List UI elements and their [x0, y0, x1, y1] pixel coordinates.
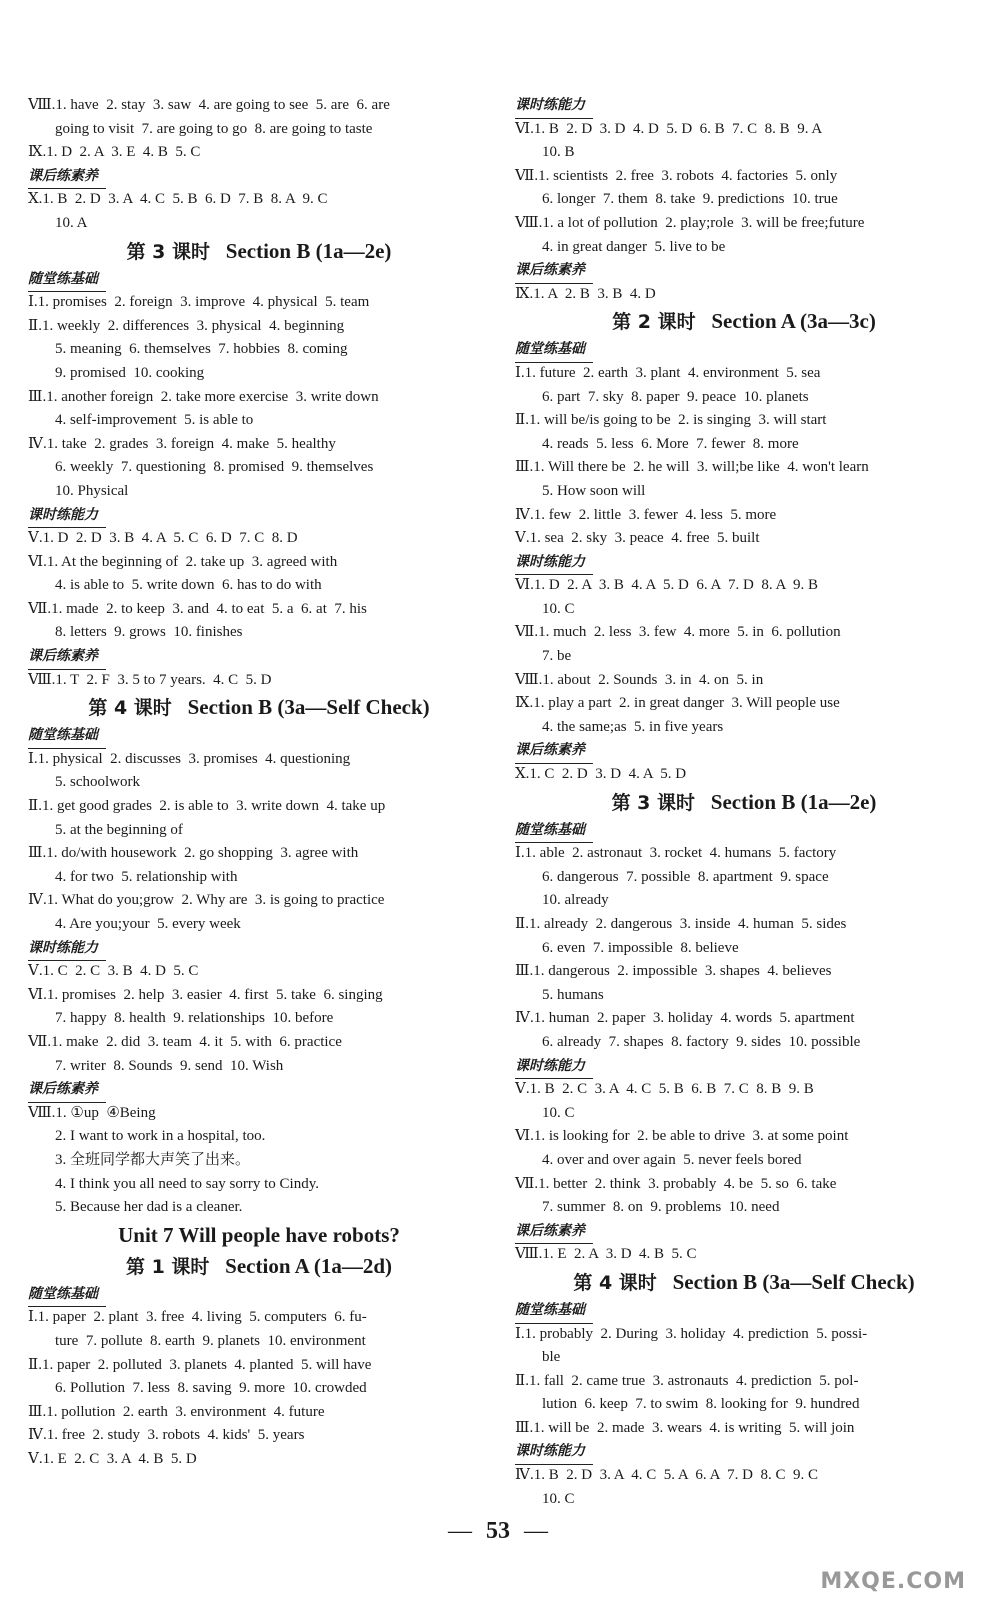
subsection-label: 课时练能力 [515, 1055, 593, 1080]
left-answer-line: 2. I want to work in a hospital, too. [55, 1128, 266, 1145]
right-answer-line: Ⅶ.1. scientists 2. free 3. robots 4. factories 5. only [515, 167, 838, 184]
left-answer-line: Ⅵ.1. At the beginning of 2. take up 3. agreed with [28, 553, 338, 570]
left-answer-line: 5. meaning 6. themselves 7. hobbies 8. coming [55, 341, 348, 358]
left-answer-line: Ⅸ.1. D 2. A 3. E 4. B 5. C [28, 144, 201, 161]
left-answer-line: Ⅲ.1. pollution 2. earth 3. environment 4. future [28, 1403, 325, 1420]
right-subsection-heading [515, 94, 973, 118]
subsection-label: 随堂练基础 [28, 268, 106, 293]
right-subsection-heading [515, 819, 973, 843]
lesson-number: 第 2 课时 [612, 311, 696, 334]
left-answer-line: going to visit 7. are going to go 8. are going to taste [55, 120, 373, 137]
right-answer-line: 5. humans [542, 986, 604, 1003]
left-subsection-heading [28, 1283, 490, 1307]
right-answer-line: Ⅶ.1. much 2. less 3. few 4. more 5. in 6. pollution [515, 624, 841, 641]
left-answer-line: 4. Are you;your 5. every week [55, 916, 241, 932]
lesson-number: 第 3 课时 [126, 240, 211, 263]
left-answer-line: Ⅴ.1. D 2. D 3. B 4. A 5. C 6. D 7. C 8. D [28, 530, 298, 547]
left-subsection-heading [28, 937, 490, 961]
right-answer-line: ble [542, 1349, 561, 1366]
right-subsection-heading [515, 259, 973, 283]
left-answer-line: 6. weekly 7. questioning 8. promised 9. themselves [55, 459, 374, 476]
left-answer-line: Ⅱ.1. get good grades 2. is able to 3. write down 4. take up [28, 798, 386, 815]
right-answer-line: Ⅰ.1. able 2. astronaut 3. rocket 4. humans 5. factory [515, 845, 837, 862]
right-column [515, 94, 973, 1511]
right-answer-line: 10. C [542, 1104, 575, 1121]
subsection-label: 随堂练基础 [515, 338, 593, 363]
left-answer-line: 5. schoolwork [55, 774, 140, 791]
lesson-section: Section B (1a—2e) [710, 789, 877, 814]
left-answer-line: Ⅴ.1. E 2. C 3. A 4. B 5. D [28, 1450, 197, 1467]
subsection-label: 随堂练基础 [28, 1283, 106, 1308]
right-answer-line: Ⅳ.1. human 2. paper 3. holiday 4. words 5. apartment [515, 1010, 855, 1027]
lesson-number: 第 4 课时 [573, 1271, 657, 1294]
right-subsection-heading [515, 1055, 973, 1079]
page-number: — 53 — [0, 1518, 996, 1545]
right-answer-line: Ⅷ.1. a lot of pollution 2. play;role 3. will be free;future [515, 214, 865, 231]
subsection-label: 课后练素养 [515, 1220, 593, 1245]
left-answer-line: Ⅲ.1. do/with housework 2. go shopping 3. agree with [28, 845, 359, 862]
left-answer-line: 6. Pollution 7. less 8. saving 9. more 10. crowded [55, 1380, 367, 1397]
right-answer-line: Ⅸ.1. play a part 2. in great danger 3. Will people use [515, 695, 840, 712]
left-answer-line: Ⅰ.1. paper 2. plant 3. free 4. living 5. computers 6. fu- [28, 1309, 367, 1326]
subsection-label: 课时练能力 [515, 94, 593, 119]
subsection-label: 课后练素养 [515, 259, 593, 284]
left-answer-line: 8. letters 9. grows 10. finishes [55, 624, 243, 641]
right-answer-line: 7. be [542, 648, 572, 665]
left-answer-line: Ⅶ.1. make 2. did 3. team 4. it 5. with 6. practice [28, 1033, 342, 1050]
lesson-section: Section A (3a—3c) [711, 309, 876, 334]
right-answer-line: Ⅵ.1. is looking for 2. be able to drive 3. at some point [515, 1128, 849, 1145]
right-answer-line: 6. part 7. sky 8. paper 9. peace 10. planets [542, 388, 809, 405]
lesson-section: Unit 7 Will people have robots? [118, 1222, 400, 1247]
left-answer-line: ture 7. pollute 8. earth 9. planets 10. environment [55, 1332, 366, 1349]
right-answer-line: Ⅰ.1. probably 2. During 3. holiday 4. prediction 5. possi- [515, 1325, 868, 1342]
right-answer-line: 10. C [542, 600, 575, 617]
left-answer-line: 5. Because her dad is a cleaner. [55, 1199, 243, 1216]
right-answer-line: 4. over and over again 5. never feels bored [542, 1151, 802, 1168]
right-answer-line: Ⅹ.1. C 2. D 3. D 4. A 5. D [515, 766, 687, 783]
right-lesson-heading [515, 787, 973, 819]
right-answer-line: 4. in great danger 5. live to be [542, 238, 726, 255]
right-answer-line: Ⅵ.1. D 2. A 3. B 4. A 5. D 6. A 7. D 8. A 9. B [515, 577, 819, 594]
right-answer-line: Ⅸ.1. A 2. B 3. B 4. D [515, 285, 656, 302]
left-answer-line: Ⅰ.1. physical 2. discusses 3. promises 4. questioning [28, 750, 351, 767]
left-answer-line: 5. at the beginning of [55, 821, 183, 838]
right-answer-line: 6. already 7. shapes 8. factory 9. sides 10. possible [542, 1033, 861, 1050]
left-answer-line: 4. I think you all need to say sorry to Cindy. [55, 1175, 319, 1192]
left-answer-line: Ⅷ.1. ①up ④Being [28, 1104, 156, 1121]
watermark: MXQE.COM [820, 1569, 966, 1594]
right-answer-line: Ⅳ.1. B 2. D 3. A 4. C 5. A 6. A 7. D 8. C 9. C [515, 1467, 818, 1484]
left-answer-line: Ⅳ.1. free 2. study 3. robots 4. kids' 5. years [28, 1427, 305, 1444]
left-subsection-heading [28, 724, 490, 748]
right-subsection-heading [515, 1440, 973, 1464]
lesson-section: Section B (3a—Self Check) [187, 695, 430, 720]
right-answer-line: Ⅴ.1. sea 2. sky 3. peace 4. free 5. built [515, 530, 760, 547]
left-answer-line: 10. Physical [55, 482, 129, 499]
left-answer-line: 10. A [55, 214, 88, 231]
right-answer-line: Ⅰ.1. future 2. earth 3. plant 4. environment 5. sea [515, 364, 821, 381]
left-lesson-heading [28, 692, 490, 724]
subsection-label: 课时练能力 [28, 504, 106, 529]
right-answer-line: Ⅴ.1. B 2. C 3. A 4. C 5. B 6. B 7. C 8. B 9. B [515, 1081, 814, 1098]
left-lesson-heading [28, 1251, 490, 1283]
right-answer-line: 7. summer 8. on 9. problems 10. need [542, 1199, 780, 1216]
subsection-label: 随堂练基础 [515, 1299, 593, 1324]
right-answer-line: Ⅱ.1. will be/is going to be 2. is singing 3. will start [515, 412, 827, 429]
left-answer-line: Ⅳ.1. What do you;grow 2. Why are 3. is going to practice [28, 892, 385, 909]
left-answer-line: Ⅲ.1. another foreign 2. take more exercise 3. write down [28, 388, 379, 405]
left-subsection-heading [28, 645, 490, 669]
left-answer-line: Ⅶ.1. made 2. to keep 3. and 4. to eat 5. a 6. at 7. his [28, 600, 367, 617]
right-answer-line: 10. B [542, 144, 575, 161]
left-answer-line: 4. self-improvement 5. is able to [55, 412, 254, 429]
right-answer-line: 6. longer 7. them 8. take 9. predictions 10. true [542, 191, 838, 208]
right-subsection-heading [515, 551, 973, 575]
left-answer-line: 3. 全班同学都大声笑了出来。 [55, 1151, 251, 1168]
right-subsection-heading [515, 338, 973, 362]
left-answer-line: 7. happy 8. health 9. relationships 10. before [55, 1010, 334, 1027]
subsection-label: 随堂练基础 [515, 819, 593, 844]
lesson-number: 第 3 课时 [611, 791, 696, 814]
right-answer-line: Ⅲ.1. dangerous 2. impossible 3. shapes 4. believes [515, 963, 832, 980]
subsection-label: 课后练素养 [28, 1078, 106, 1103]
right-answer-line: Ⅱ.1. fall 2. came true 3. astronauts 4. prediction 5. pol- [515, 1372, 859, 1389]
left-answer-line: 4. is able to 5. write down 6. has to do with [55, 577, 322, 594]
left-lesson-heading [28, 1220, 490, 1251]
right-answer-line: 5. How soon will [542, 482, 646, 499]
lesson-number: 第 1 课时 [125, 1255, 210, 1278]
subsection-label: 课后练素养 [28, 165, 106, 190]
right-subsection-heading [515, 1220, 973, 1244]
right-subsection-heading [515, 1299, 973, 1323]
subsection-label: 课后练素养 [515, 739, 593, 764]
right-answer-line: 4. reads 5. less 6. More 7. fewer 8. more [542, 435, 799, 452]
left-answer-line: Ⅳ.1. take 2. grades 3. foreign 4. make 5. healthy [28, 435, 336, 452]
right-answer-line: Ⅷ.1. E 2. A 3. D 4. B 5. C [515, 1246, 697, 1263]
left-answer-line: Ⅰ.1. promises 2. foreign 3. improve 4. physical 5. team [28, 294, 370, 311]
subsection-label: 随堂练基础 [28, 724, 106, 749]
right-answer-line: Ⅲ.1. Will there be 2. he will 3. will;be like 4. won't learn [515, 459, 869, 476]
subsection-label: 课时练能力 [28, 937, 106, 962]
right-answer-line: Ⅷ.1. about 2. Sounds 3. in 4. on 5. in [515, 671, 764, 688]
right-lesson-heading [515, 1267, 973, 1299]
right-answer-line: 4. the same;as 5. in five years [542, 718, 724, 735]
right-answer-line: lution 6. keep 7. to swim 8. looking for 9. hundred [542, 1396, 860, 1413]
subsection-label: 课时练能力 [515, 551, 593, 576]
left-answer-line: 4. for two 5. relationship with [55, 868, 238, 885]
right-answer-line: Ⅶ.1. better 2. think 3. probably 4. be 5. so 6. take [515, 1175, 837, 1192]
left-answer-line: 7. writer 8. Sounds 9. send 10. Wish [55, 1057, 284, 1074]
right-answer-line: Ⅱ.1. already 2. dangerous 3. inside 4. human 5. sides [515, 916, 847, 932]
left-answer-line: Ⅱ.1. weekly 2. differences 3. physical 4. beginning [28, 317, 345, 334]
left-answer-line: 9. promised 10. cooking [55, 364, 205, 381]
subsection-label: 课后练素养 [28, 645, 106, 670]
left-subsection-heading [28, 165, 490, 189]
left-lesson-heading [28, 236, 490, 268]
right-answer-line: 10. already [542, 892, 609, 909]
left-subsection-heading [28, 1078, 490, 1102]
left-answer-line: Ⅷ.1. have 2. stay 3. saw 4. are going to see 5. are 6. are [28, 97, 390, 113]
right-answer-line: 6. even 7. impossible 8. believe [542, 939, 739, 956]
subsection-label: 课时练能力 [515, 1440, 593, 1465]
lesson-section: Section A (1a—2d) [225, 1253, 393, 1278]
right-subsection-heading [515, 739, 973, 763]
left-answer-line: Ⅵ.1. promises 2. help 3. easier 4. first 5. take 6. singing [28, 986, 383, 1003]
left-answer-line: Ⅱ.1. paper 2. polluted 3. planets 4. planted 5. will have [28, 1356, 372, 1373]
right-answer-line: Ⅵ.1. B 2. D 3. D 4. D 5. D 6. B 7. C 8. B 9. A [515, 120, 823, 137]
left-column [28, 94, 490, 1471]
lesson-section: Section B (3a—Self Check) [672, 1269, 915, 1294]
right-answer-line: 6. dangerous 7. possible 8. apartment 9. space [542, 868, 829, 885]
left-subsection-heading [28, 504, 490, 528]
right-answer-line: Ⅲ.1. will be 2. made 3. wears 4. is writing 5. will join [515, 1419, 855, 1436]
left-answer-line: Ⅴ.1. C 2. C 3. B 4. D 5. C [28, 963, 199, 980]
lesson-section: Section B (1a—2e) [225, 238, 392, 263]
right-answer-line: Ⅳ.1. few 2. little 3. fewer 4. less 5. more [515, 506, 777, 523]
left-answer-line: Ⅹ.1. B 2. D 3. A 4. C 5. B 6. D 7. B 8. A 9. C [28, 191, 328, 208]
lesson-number: 第 4 课时 [88, 697, 172, 720]
left-answer-line: Ⅷ.1. T 2. F 3. 5 to 7 years. 4. C 5. D [28, 671, 272, 688]
left-subsection-heading [28, 268, 490, 292]
right-answer-line: 10. C [542, 1490, 575, 1507]
right-lesson-heading [515, 306, 973, 338]
